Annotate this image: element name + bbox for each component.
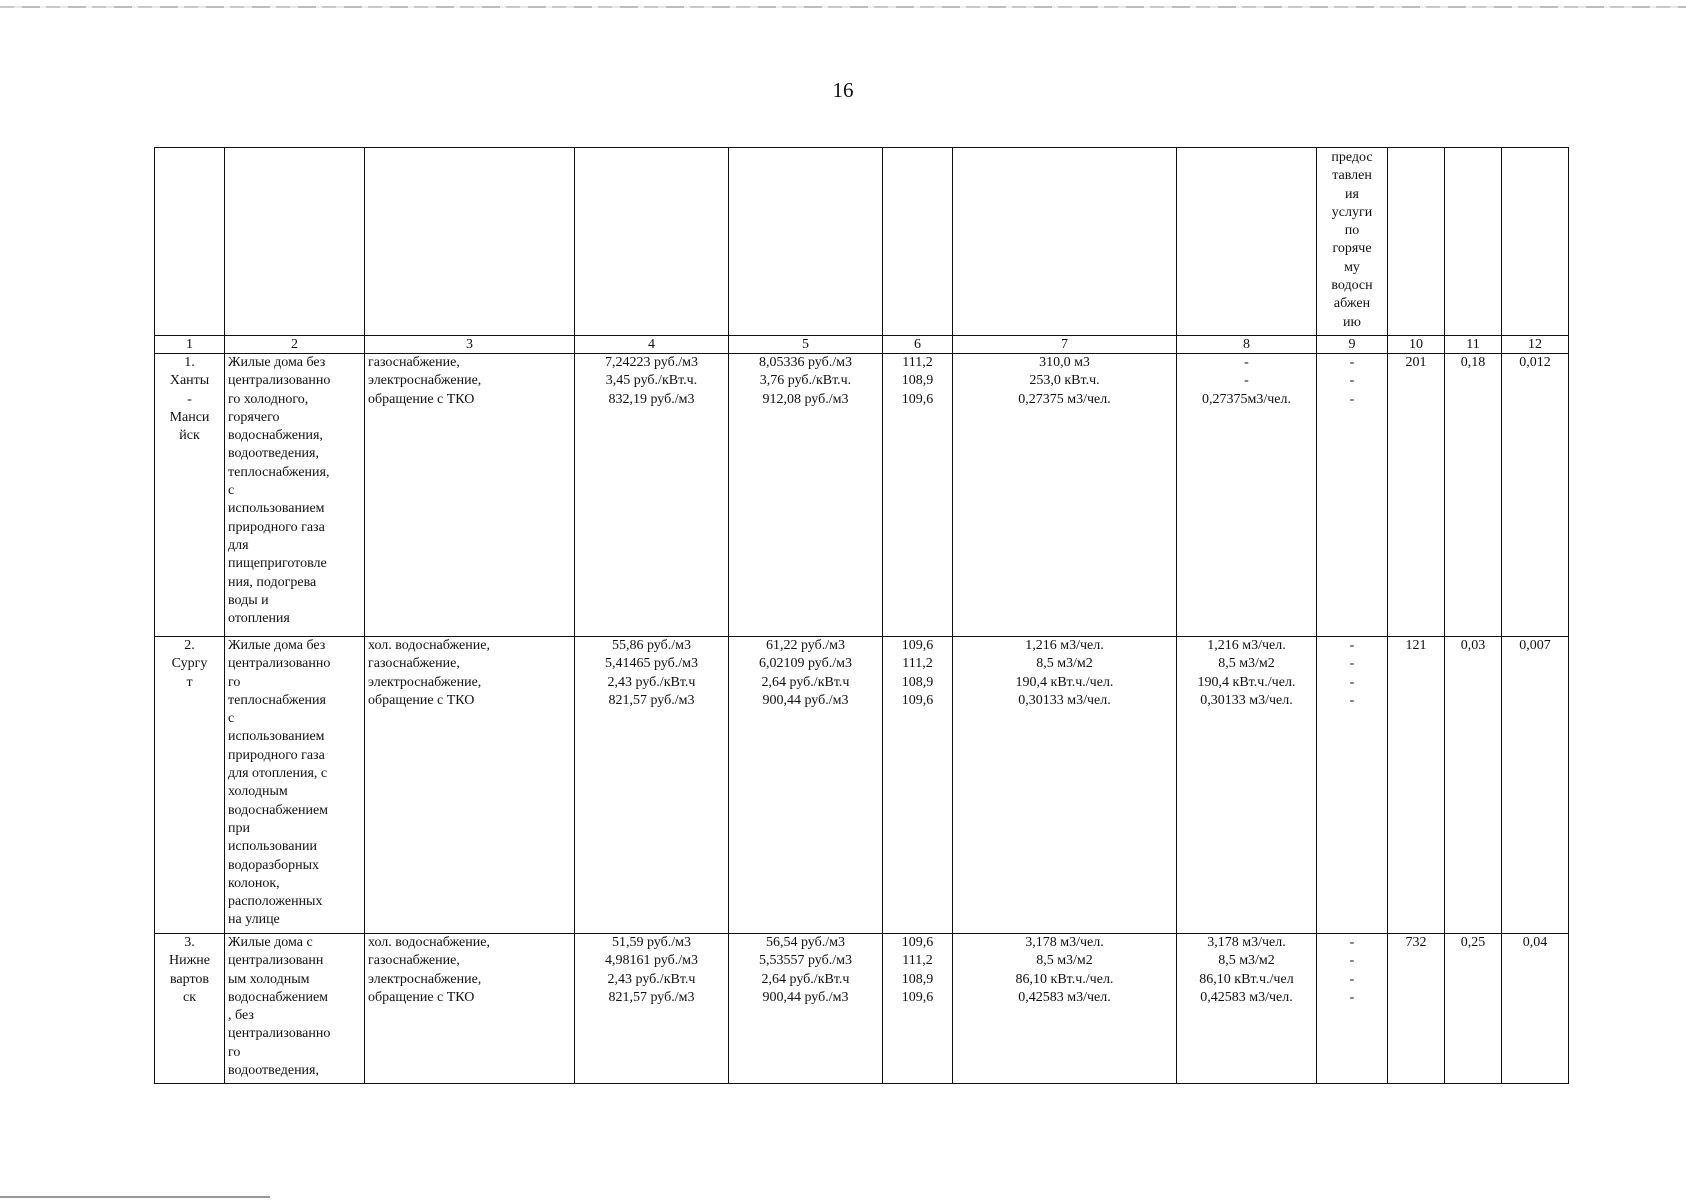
cell-text: 7,24223 руб./м3 (604, 355, 698, 370)
cell-text: 8,5 м3/м2 (1036, 953, 1093, 969)
cell-text: 109,6 (901, 989, 934, 1005)
cell-text: 1,216 м3/чел. (1025, 638, 1104, 653)
cell-text: водоснабжением (228, 802, 329, 818)
cell-text: - (1349, 935, 1355, 950)
cell-text: природного газа (228, 747, 325, 763)
column-number: 10 (1388, 336, 1445, 354)
cell-text: 51,59 руб./м3 (611, 935, 691, 950)
cell-text: теплоснабжения, (228, 464, 330, 480)
col11-cell: 0,03 (1445, 637, 1502, 934)
column-number: 11 (1445, 336, 1502, 354)
cell-text: 109,6 (901, 391, 934, 407)
scan-edge-artifact (0, 6, 1686, 8)
cell-text: 8,05336 руб./м3 (758, 355, 852, 370)
cell-text: 0,30133 м3/чел. (1200, 692, 1293, 708)
cell-text: на улице (228, 912, 280, 928)
cell-text: - (1349, 971, 1355, 987)
cell-text: водоснабжения, (228, 428, 323, 444)
index-cell (883, 354, 953, 637)
cell-text: для (228, 537, 249, 553)
cell-text: водоразборных (228, 857, 319, 873)
volume-alt-cell (1177, 934, 1317, 1084)
cell-text: воды и (228, 592, 269, 608)
page-number: 16 (832, 78, 854, 102)
description-cell (225, 934, 365, 1084)
header-cell-10 (1388, 148, 1445, 336)
cell-text: централизованн (228, 953, 324, 969)
cell-text: 3,45 руб./кВт.ч. (605, 373, 698, 389)
cell-text: 900,44 руб./м3 (762, 989, 849, 1005)
cell-text: газоснабжение, (368, 656, 460, 672)
cell-text: 3,76 руб./кВт.ч. (759, 373, 852, 389)
cell-text: электроснабжение, (368, 373, 482, 389)
cell-text: 8,5 м3/м2 (1036, 656, 1093, 672)
header-cell-6 (883, 148, 953, 336)
cell-text: газоснабжение, (368, 953, 460, 969)
index-cell (883, 934, 953, 1084)
cell-text: обращение с ТКО (368, 989, 475, 1005)
cell-text: 0,27375 м3/чел. (1018, 391, 1111, 407)
cell-text: го (228, 674, 241, 690)
cell-text: - (1349, 638, 1355, 653)
services-cell (365, 637, 575, 934)
cell-text: 2,43 руб./кВт.ч (607, 674, 696, 690)
tariff-old-cell (575, 354, 729, 637)
cell-text: - (187, 391, 192, 407)
tariff-old-cell (575, 637, 729, 934)
col12-cell: 0,007 (1502, 637, 1569, 934)
col9-cell (1317, 934, 1388, 1084)
cell-text: вартов (170, 971, 209, 987)
header-text-line: предос (1331, 150, 1373, 165)
col9-cell (1317, 354, 1388, 637)
column-number: 4 (575, 336, 729, 354)
column-number-row (155, 336, 1569, 354)
cell-text: использованием (228, 501, 325, 517)
cell-text: для отопления, с (228, 766, 328, 782)
cell-text: Жилые дома без (228, 638, 326, 653)
scan-edge-artifact (0, 1196, 270, 1198)
cell-text: 190,4 кВт.ч./чел. (1015, 674, 1114, 690)
col9-cell (1317, 637, 1388, 934)
cell-text: использовании (228, 839, 317, 855)
column-number: 2 (225, 336, 365, 354)
header-text-line: ию (1343, 314, 1361, 330)
cell-text: го холодного, (228, 391, 309, 407)
cell-text: электроснабжение, (368, 674, 482, 690)
header-text-line: по (1344, 223, 1360, 239)
cell-text: колонок, (228, 875, 280, 891)
cell-text: пищеприготовле (228, 556, 327, 572)
tariff-old-cell (575, 934, 729, 1084)
cell-text: - (1349, 373, 1355, 389)
column-number: 12 (1502, 336, 1569, 354)
cell-text: природного газа (228, 519, 325, 535)
col10-cell: 121 (1388, 637, 1445, 934)
cell-text: 190,4 кВт.ч./чел. (1197, 674, 1296, 690)
cell-text: т (186, 674, 193, 690)
header-cell-11 (1445, 148, 1502, 336)
column-number: 1 (155, 336, 225, 354)
cell-text: - (1244, 355, 1249, 370)
col11-cell: 0,18 (1445, 354, 1502, 637)
cell-text: ния, подогрева (228, 574, 317, 590)
cell-text: 109,6 (901, 935, 934, 950)
cell-text: 253,0 кВт.ч. (1029, 373, 1100, 389)
header-cell-8 (1177, 148, 1317, 336)
column-number: 8 (1177, 336, 1317, 354)
column-number: 5 (729, 336, 883, 354)
cell-text: обращение с ТКО (368, 391, 475, 407)
volume-alt-cell (1177, 637, 1317, 934)
column-number: 7 (953, 336, 1177, 354)
header-text-line: абжен (1333, 296, 1371, 312)
cell-text: 0,30133 м3/чел. (1018, 692, 1111, 708)
header-text-line: услуги (1331, 204, 1373, 220)
header-text-line: водосн (1331, 278, 1373, 294)
cell-text: - (1349, 989, 1355, 1005)
municipality-cell (155, 637, 225, 934)
header-cell-12 (1502, 148, 1569, 336)
cell-text: при (228, 820, 250, 836)
cell-text: 109,6 (901, 692, 934, 708)
cell-text: - (1349, 355, 1355, 370)
header-text-line: му (1344, 259, 1360, 275)
cell-text: 2,64 руб./кВт.ч (761, 971, 850, 987)
col10-cell: 732 (1388, 934, 1445, 1084)
cell-text: - (1349, 953, 1355, 969)
cell-text: , без (228, 1008, 254, 1024)
header-cell-2 (225, 148, 365, 336)
cell-text: 55,86 руб./м3 (611, 638, 691, 653)
cell-text: водоотведения, (228, 1063, 319, 1079)
cell-text: го (228, 1044, 241, 1060)
cell-text: с (228, 711, 235, 727)
cell-text: 111,2 (902, 953, 933, 969)
cell-text: 2. (184, 638, 195, 653)
volume-cell (953, 354, 1177, 637)
col12-cell: 0,012 (1502, 354, 1569, 637)
cell-text: 108,9 (901, 971, 934, 987)
cell-text: - (1349, 674, 1355, 690)
cell-text: 111,2 (902, 656, 933, 672)
cell-text: 4,98161 руб./м3 (604, 953, 698, 969)
cell-text: ск (182, 989, 196, 1005)
cell-text: 56,54 руб./м3 (765, 935, 845, 950)
cell-text: 61,22 руб./м3 (765, 638, 845, 653)
cell-text: 832,19 руб./м3 (608, 391, 695, 407)
table-row (155, 934, 1569, 1084)
cell-text: Нижне (169, 953, 210, 969)
services-cell (365, 354, 575, 637)
cell-text: 2,64 руб./кВт.ч (761, 674, 850, 690)
cell-text: ым холодным (228, 971, 310, 987)
header-cell-9 (1317, 148, 1388, 336)
volume-cell (953, 637, 1177, 934)
cell-text: 900,44 руб./м3 (762, 692, 849, 708)
cell-text: хол. водоснабжение, (368, 638, 490, 653)
cell-text: 108,9 (901, 373, 934, 389)
cell-text: Жилые дома без (228, 355, 326, 370)
cell-text: - (1349, 692, 1355, 708)
cell-text: 5,53557 руб./м3 (758, 953, 852, 969)
cell-text: централизованно (228, 656, 331, 672)
cell-text: теплоснабжения (228, 692, 326, 708)
column-number: 3 (365, 336, 575, 354)
municipality-cell (155, 354, 225, 637)
tariff-new-cell (729, 637, 883, 934)
cell-text: 3. (184, 935, 195, 950)
volume-alt-cell (1177, 354, 1317, 637)
cell-text: 111,2 (902, 355, 933, 370)
header-cell-1 (155, 148, 225, 336)
cell-text: 8,5 м3/м2 (1218, 953, 1275, 969)
cell-text: - (1244, 373, 1249, 389)
header-cell-5 (729, 148, 883, 336)
cell-text: 109,6 (901, 638, 934, 653)
cell-text: 8,5 м3/м2 (1218, 656, 1275, 672)
cell-text: газоснабжение, (368, 355, 460, 370)
cell-text: обращение с ТКО (368, 692, 475, 708)
tariff-new-cell (729, 354, 883, 637)
cell-text: 2,43 руб./кВт.ч (607, 971, 696, 987)
cell-text: централизованно (228, 373, 331, 389)
cell-text: 6,02109 руб./м3 (758, 656, 852, 672)
col10-cell: 201 (1388, 354, 1445, 637)
cell-text: 1,216 м3/чел. (1207, 638, 1286, 653)
cell-text: 912,08 руб./м3 (762, 391, 849, 407)
cell-text: с (228, 483, 235, 499)
cell-text: Манси (169, 409, 210, 425)
cell-text: йск (179, 428, 200, 444)
cell-text: Ханты (169, 373, 210, 389)
cell-text: 86,10 кВт.ч./чел (1199, 971, 1294, 987)
cell-text: 3,178 м3/чел. (1025, 935, 1104, 950)
cell-text: 0,42583 м3/чел. (1200, 989, 1293, 1005)
column-number: 6 (883, 336, 953, 354)
description-cell (225, 354, 365, 637)
municipality-cell (155, 934, 225, 1084)
table-row (155, 354, 1569, 637)
cell-text: 821,57 руб./м3 (608, 989, 695, 1005)
cell-text: 1. (184, 355, 195, 370)
cell-text: - (1349, 391, 1355, 407)
cell-text: 0,27375м3/чел. (1202, 391, 1291, 407)
header-text-line: тавлен (1332, 168, 1372, 184)
cell-text: - (1349, 656, 1355, 672)
cell-text: 108,9 (901, 674, 934, 690)
col11-cell: 0,25 (1445, 934, 1502, 1084)
index-cell (883, 637, 953, 934)
cell-text: водоснабжением (228, 989, 329, 1005)
column-number: 9 (1317, 336, 1388, 354)
header-cell-3 (365, 148, 575, 336)
header-cell-4 (575, 148, 729, 336)
cell-text: хол. водоснабжение, (368, 935, 490, 950)
header-text-line: ия (1345, 186, 1359, 202)
description-cell (225, 637, 365, 934)
cell-text: Жилые дома с (228, 935, 313, 950)
table-row (155, 637, 1569, 934)
cell-text: расположенных (228, 894, 323, 910)
cell-text: 5,41465 руб./м3 (604, 656, 698, 672)
cell-text: централизованно (228, 1026, 331, 1042)
cell-text: 310,0 м3 (1039, 355, 1090, 370)
cell-text: холодным (228, 784, 288, 800)
cell-text: 0,42583 м3/чел. (1018, 989, 1111, 1005)
cell-text: водоотведения, (228, 446, 319, 462)
cell-text: горячего (228, 409, 280, 425)
cell-text: Сургу (171, 656, 208, 672)
volume-cell (953, 934, 1177, 1084)
tariff-new-cell (729, 934, 883, 1084)
cell-text: 821,57 руб./м3 (608, 692, 695, 708)
cell-text: электроснабжение, (368, 971, 482, 987)
cell-text: отопления (228, 611, 290, 627)
header-cell-7 (953, 148, 1177, 336)
cell-text: использованием (228, 729, 325, 745)
services-cell (365, 934, 575, 1084)
header-text-line: горяче (1332, 241, 1372, 257)
tariff-table (154, 147, 1569, 1084)
table-header-row (155, 148, 1569, 336)
col12-cell: 0,04 (1502, 934, 1569, 1084)
cell-text: 86,10 кВт.ч./чел. (1015, 971, 1114, 987)
cell-text: 3,178 м3/чел. (1207, 935, 1286, 950)
